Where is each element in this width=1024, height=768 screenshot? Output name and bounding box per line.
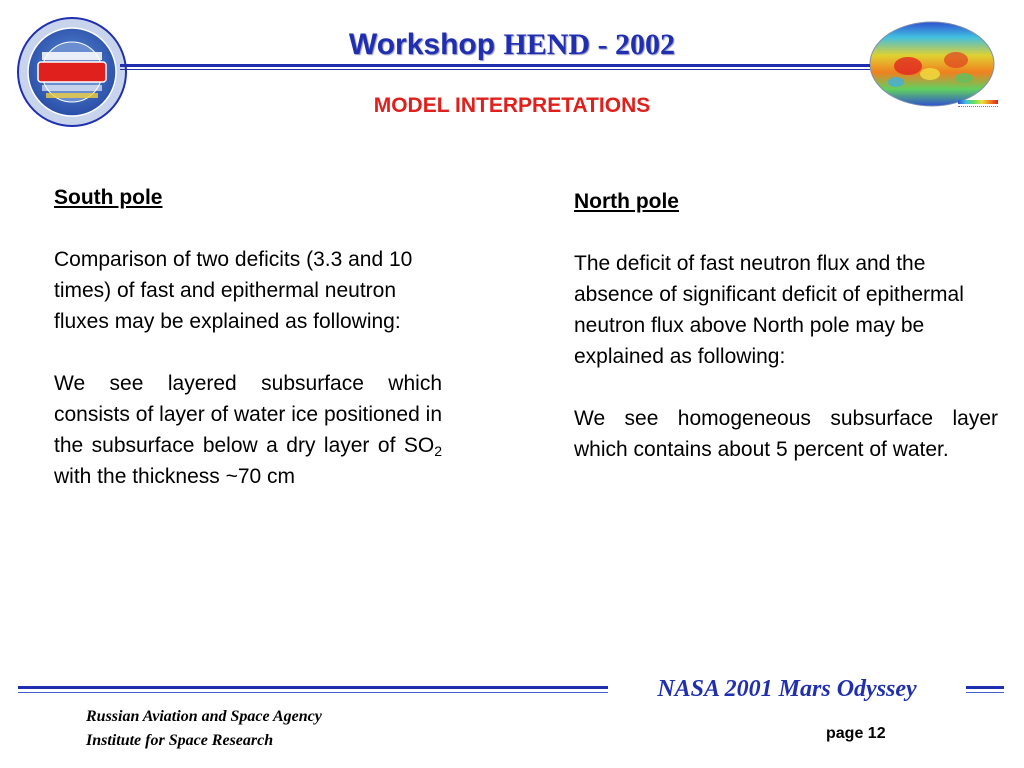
- header-rule-thin: [120, 69, 870, 70]
- south-pole-paragraph-1: Comparison of two deficits (3.3 and 10 times) of fast and epithermal neutron fluxes may be explained as following:: [54, 248, 413, 333]
- north-pole-heading: North pole: [574, 190, 679, 213]
- footer-rule-right-thin: [966, 692, 1004, 693]
- south-pole-column: [54, 182, 442, 523]
- south-pole-paragraph-2-part-1: We see layered subsurface which consists of layer of water ice positioned in the subsurface below a dry layer of SO: [54, 372, 442, 457]
- footer-agency-line-1: Russian Aviation and Space Agency: [86, 708, 322, 725]
- title-hend-2002: HEND - 2002: [503, 28, 676, 61]
- page-number: page 12: [826, 725, 886, 742]
- south-pole-paragraph-2-part-2: with the thickness ~70 cm: [54, 465, 296, 488]
- footer-mission-name: NASA 2001 Mars Odyssey: [657, 676, 917, 702]
- footer-rule-left: [18, 686, 608, 689]
- footer-rule-left-thin: [18, 692, 608, 693]
- footer-rule-right: [966, 686, 1004, 689]
- north-pole-column: [574, 186, 998, 496]
- north-pole-paragraph-2: We see homogeneous subsurface layer which contains about 5 percent of water.: [574, 407, 998, 461]
- so2-subscript: 2: [434, 443, 442, 459]
- footer-agency-line-2: Institute for Space Research: [86, 732, 274, 749]
- title-workshop: Workshop: [348, 28, 496, 61]
- slide-subtitle: MODEL INTERPRETATIONS: [373, 94, 651, 117]
- slide-title: [250, 28, 774, 62]
- header-rule: [120, 64, 870, 67]
- south-pole-paragraph-2: [54, 368, 442, 492]
- north-pole-paragraph-1: The deficit of fast neutron flux and the absence of significant deficit of epithermal neutron flux above North pole may be explained as following:: [574, 252, 964, 368]
- south-pole-heading: South pole: [54, 186, 163, 209]
